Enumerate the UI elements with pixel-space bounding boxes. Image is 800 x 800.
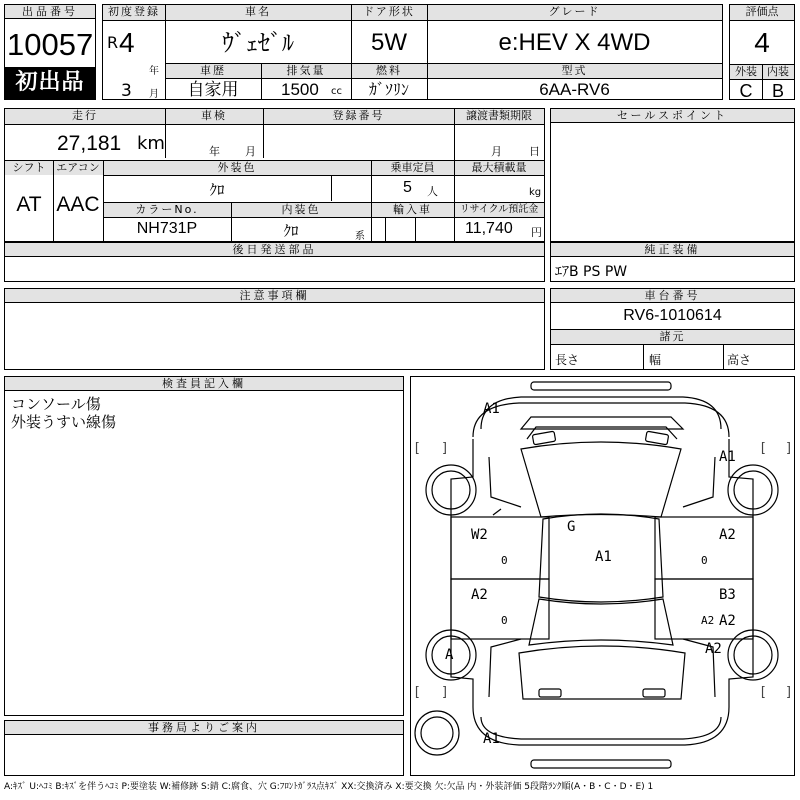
mileage-unit: km	[137, 133, 165, 154]
genuine-equipment-value: ｴｱB PS PW	[555, 264, 628, 280]
shift-value: AT	[16, 193, 42, 216]
damage-right-front-door-sub: 0	[701, 554, 708, 567]
bracket-left-1: [	[413, 441, 421, 456]
displacement-unit: cc	[331, 86, 342, 97]
exterior-grade-label: 外装	[730, 65, 762, 79]
damage-right-rear-door-upper: B3	[719, 587, 736, 603]
sales-points-box	[550, 108, 795, 242]
bracket-left-3: [	[413, 685, 421, 700]
history-label: 車歴	[165, 64, 261, 78]
bracket-left-4: ]	[441, 685, 449, 700]
damage-left-rear-door: A2	[471, 587, 488, 603]
month-value: 3	[121, 81, 132, 101]
int-color-label: 内装色	[231, 203, 371, 217]
vehicle-header-table	[102, 4, 723, 100]
year-unit: 年	[149, 66, 159, 77]
ext-color-label: 外装色	[103, 161, 371, 175]
capacity-unit: 人	[427, 185, 438, 198]
genuine-equipment-box	[550, 242, 795, 282]
fuel-label: 燃料	[351, 64, 427, 78]
damage-left-rear-wheel: A	[445, 647, 454, 663]
import-label: 輸入車	[371, 203, 454, 217]
color-no-value: NH731P	[136, 220, 198, 237]
specs-label: 諸元	[551, 330, 794, 344]
model-label: 型式	[427, 64, 722, 78]
damage-rear-bumper: A1	[483, 731, 500, 747]
mileage-label: 走行	[5, 109, 165, 124]
era-prefix: R	[107, 33, 119, 52]
height-label: 高さ	[727, 353, 752, 367]
bracket-right-2: ]	[785, 441, 793, 456]
history-value: 自家用	[187, 80, 239, 100]
inspection-year-unit: 年	[209, 145, 220, 158]
later-parts-box	[4, 242, 545, 282]
grade: e:HEV X 4WD	[498, 29, 651, 56]
damage-right-front-fender: A1	[719, 449, 736, 465]
recycle-unit: 円	[531, 226, 542, 239]
door-type: 5W	[371, 29, 407, 56]
score-value: 4	[754, 27, 770, 58]
grade-label: グレード	[427, 5, 722, 20]
interior-grade-label: 内装	[762, 65, 794, 79]
max-load-unit: kg	[529, 187, 542, 198]
month-unit: 月	[149, 89, 159, 100]
damage-front-bumper: A1	[483, 401, 500, 417]
capacity-value: 5	[403, 179, 412, 196]
later-parts-label: 後日発送部品	[5, 243, 544, 257]
transfer-label: 譲渡書類期限	[454, 109, 544, 124]
score-box	[729, 4, 795, 100]
first-registration-label: 初度登録	[103, 5, 165, 20]
inspector-label: 検査員記入欄	[5, 377, 403, 391]
year-value: 4	[119, 27, 135, 58]
chassis-number: RV6-1010614	[623, 307, 722, 324]
lot-number-label: 出品番号	[5, 5, 95, 19]
chassis-box	[550, 288, 795, 370]
displacement-value: 1500	[281, 80, 319, 99]
chassis-label: 車台番号	[551, 289, 794, 303]
car-name-label: 車名	[165, 5, 351, 20]
legend: A:ｷｽﾞ U:ﾍｺﾐ B:ｷｽﾞを伴うﾍｺﾐ P:要塗装 W:補修跡 S:錆 C:腐食、穴 G:ﾌﾛﾝﾄｶﾞﾗｽ点ｷｽﾞ XX:交換済み X:要交換 欠:欠品 内・外装評価 5段階ﾗﾝｸ順(A・B・C・D・E) 1	[4, 782, 654, 792]
damage-right-rear-door: A2	[719, 613, 736, 629]
bracket-right-4: ]	[785, 685, 793, 700]
inspection-label: 車検	[165, 109, 263, 124]
capacity-label: 乗車定員	[371, 161, 454, 175]
ac-label: エアコン	[53, 161, 103, 175]
color-no-label: カラーNo.	[103, 203, 231, 217]
max-load-label: 最大積載量	[454, 161, 544, 175]
damage-windshield: G	[567, 519, 576, 535]
transfer-day-unit: 日	[529, 145, 540, 158]
damage-right-front-door: A2	[719, 527, 736, 543]
damage-right-rear-fender: A2	[705, 641, 722, 657]
sales-points-label: セールスポイント	[551, 109, 794, 123]
int-color-value: ｸﾛ	[283, 222, 299, 240]
car-outline	[411, 377, 794, 775]
genuine-equipment-label: 純正装備	[551, 243, 794, 257]
width-label: 幅	[649, 353, 662, 367]
recycle-value: 11,740	[465, 220, 513, 237]
registration-label: 登録番号	[263, 109, 454, 124]
score-label: 評価点	[730, 5, 794, 20]
interior-grade-value: B	[771, 81, 784, 101]
transfer-month-unit: 月	[491, 145, 502, 158]
details-table	[4, 108, 545, 242]
ac-value: AAC	[56, 193, 100, 216]
office-label: 事務局よりご案内	[5, 721, 403, 735]
door-label: ドア形状	[351, 5, 427, 20]
damage-left-rear-door-sub: 0	[501, 614, 508, 627]
damage-left-front-door: W2	[471, 527, 488, 543]
first-listing-badge: 初出品	[5, 67, 95, 99]
shift-label: シフト	[5, 161, 53, 175]
displacement-label: 排気量	[261, 64, 351, 78]
notes-label: 注意事項欄	[5, 289, 544, 303]
lot-number: 10057	[7, 27, 94, 62]
bracket-right-1: [	[759, 441, 767, 456]
damage-left-front-door-sub: 0	[501, 554, 508, 567]
length-label: 長さ	[555, 353, 580, 367]
recycle-label: リサイクル預託金	[454, 203, 544, 217]
int-color-unit: 系	[355, 231, 365, 242]
damage-right-rear-door-sub: A2	[701, 614, 715, 627]
car-name: ｳﾞｪｾﾞﾙ	[222, 29, 294, 57]
ext-color-value: ｸﾛ	[209, 181, 225, 199]
inspector-note-2: 外装うすい線傷	[11, 413, 117, 431]
damage-roof: A1	[595, 549, 612, 565]
model-value: 6AA-RV6	[539, 80, 610, 99]
fuel-value: ｶﾞｿﾘﾝ	[368, 80, 409, 99]
inspection-month-unit: 月	[245, 145, 256, 158]
bracket-left-2: ]	[441, 441, 449, 456]
exterior-grade-value: C	[739, 81, 753, 101]
inspector-note-1: コンソール傷	[11, 395, 101, 413]
lot-number-box	[4, 4, 96, 100]
mileage-value: 27,181	[57, 132, 122, 155]
notes-box	[4, 288, 545, 370]
car-diagram	[410, 376, 795, 776]
bracket-right-3: [	[759, 685, 767, 700]
inspector-box	[4, 376, 404, 716]
office-box	[4, 720, 404, 776]
